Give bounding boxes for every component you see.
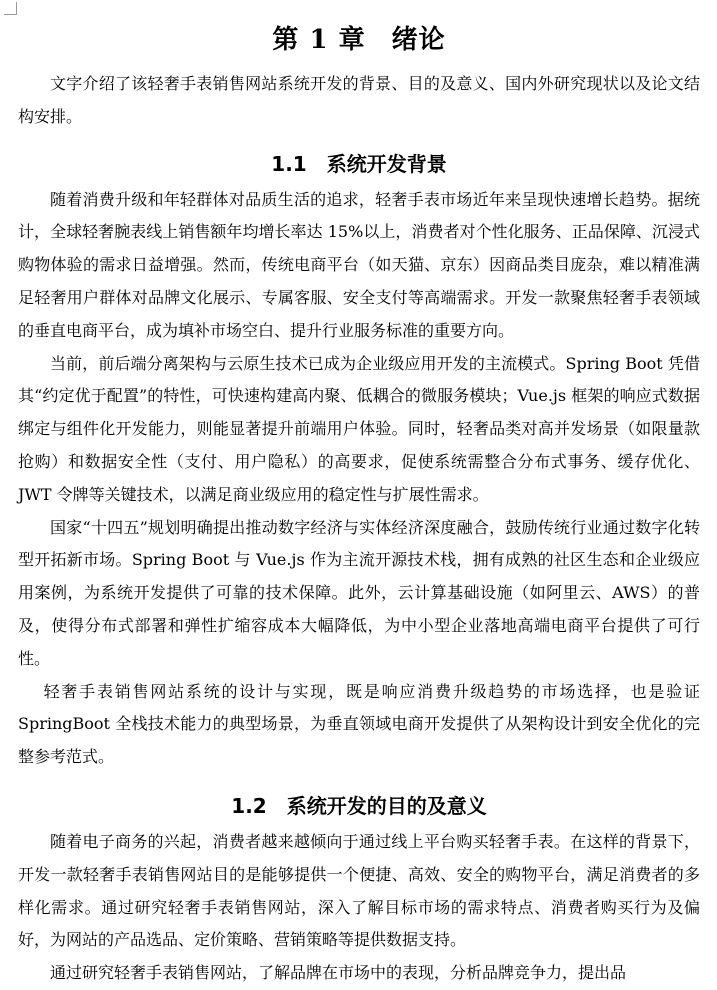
section-1-2-paragraph-1: 随着电子商务的兴起，消费者越来越倾向于通过线上平台购买轻奢手表。在这样的背景下，开发一款轻奢手表销售网站目的是能够提供一个便捷、高效、安全的购物平台，满足消费者的多样化需求。通过研究轻奢手表销售网站，深入了解目标市场的需求特点、消费者购买行为及偏好，为网站的产品选品、定价策略、营销策略等提供数据支持。 <box>18 831 700 950</box>
section-1-1-heading <box>18 144 700 184</box>
document-page <box>18 0 700 990</box>
section-1-2-title: 系统开发的目的及意义 <box>286 793 487 818</box>
section-1-1-paragraph-1: 随着消费升级和年轻群体对品质生活的追求，轻奢手表市场近年来呈现快速增长趋势。据统计，全球轻奢腕表线上销售额年均增长率达 15%以上，消费者对个性化服务、正品保障、沉浸式购物体验的需求日益增强。然而，传统电商平台（如天猫、京东）因商品类目庞杂，难以精准满足轻奢用户群体对品牌文化展示、专属客服、安全支付等高端需求。开发一款聚焦轻奢手表领域的垂直电商平台，成为填补市场空白、提升行业服务标准的重要方向。 <box>18 189 700 340</box>
section-1-1-number: 1.1 <box>271 151 307 176</box>
page-corner-mark <box>4 2 17 15</box>
section-1-2-number: 1.2 <box>231 793 267 818</box>
chapter-name: 绪论 <box>391 25 446 55</box>
chapter-intro-paragraph: 文字介绍了该轻奢手表销售网站系统开发的背景、目的及意义、国内外研究现状以及论文结构安排。 <box>18 74 700 126</box>
section-1-1-paragraph-3: 国家“十四五”规划明确提出推动数字经济与实体经济深度融合，鼓励传统行业通过数字化转型开拓新市场。Spring Boot 与 Vue.js 作为主流开源技术栈，拥有成熟的社区生态和企业级应用案例，为系统开发提供了可靠的技术保障。此外，云计算基础设施（如阿里云、AWS）的普及，使得分布式部署和弹性扩缩容成本大幅降低，为中小型企业落地高端电商平台提供了可行性。 <box>18 517 700 668</box>
section-1-1-paragraph-4: 轻奢手表销售网站系统的设计与实现，既是响应消费升级趋势的市场选择，也是验证 SpringBoot 全栈技术能力的典型场景，为垂直领域电商开发提供了从架构设计到安全优化的完整参考范式。 <box>18 681 700 767</box>
section-1-2-paragraph-2: 通过研究轻奢手表销售网站，了解品牌在市场中的表现，分析品牌竞争力，提出品 <box>50 963 627 983</box>
section-1-2-heading <box>18 786 700 826</box>
chapter-number: 第 1 章 <box>272 25 366 55</box>
section-1-1-title: 系统开发背景 <box>326 151 447 176</box>
chapter-title <box>18 18 700 62</box>
section-1-1-paragraph-2: 当前，前后端分离架构与云原生技术已成为企业级应用开发的主流模式。Spring Boot 凭借其“约定优于配置”的特性，可快速构建高内聚、低耦合的微服务模块；Vue.js 框架的响应式数据绑定与组件化开发能力，则能显著提升前端用户体验。同时，轻奢品类对高并发场景（如限量款抢购）和数据安全性（支付、用户隐私）的高要求，促使系统需整合分布式事务、缓存优化、JWT 令牌等关键技术，以满足商业级应用的稳定性与扩展性需求。 <box>18 353 700 504</box>
